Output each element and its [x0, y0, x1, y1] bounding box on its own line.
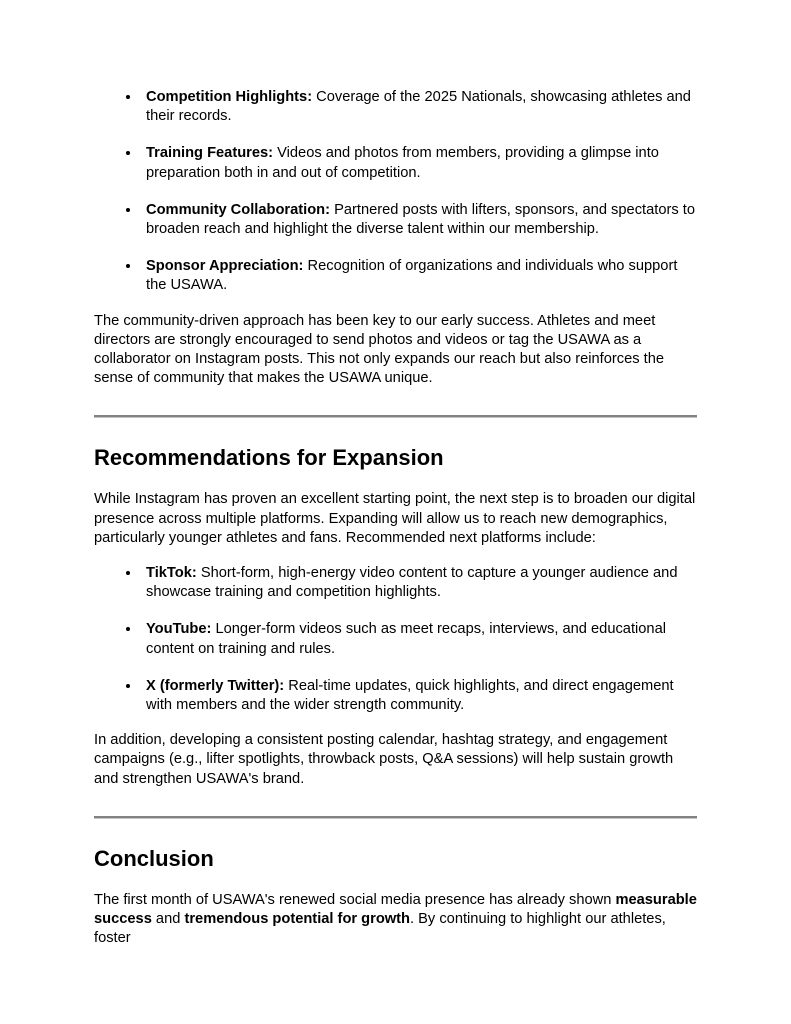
paragraph-expansion-intro: While Instagram has proven an excellent starting point, the next step is to broaden our digital presence across multiple platforms. Expanding will allow us to reach new demographics, particularly younger athletes and fans. Recommended next platforms include: [94, 491, 696, 546]
list-item [141, 144, 697, 182]
section-heading-conclusion: Conclusion [94, 845, 214, 871]
bullet-lead-bold: YouTube: [146, 621, 212, 638]
bullet-lead-bold: Training Features: [146, 145, 274, 162]
list-item [141, 201, 697, 239]
list-item [141, 564, 697, 602]
horizontal-rule [94, 415, 697, 418]
bullet-lead-bold: X (formerly Twitter): [146, 677, 285, 694]
paragraph-community-driven: The community-driven approach has been key to our early success. Athletes and meet directors are strongly encouraged to send photos and videos or tag the USAWA as a collaborator on Instagram posts. This not only expands our reach but also reinforces the sense of community that makes the USAWA unique. [94, 312, 665, 387]
bullet-body-text: Recognition of organizations and individuals who support the USAWA. [146, 258, 678, 294]
bullet-body-text: Longer-form videos such as meet recaps, interviews, and educational content on training and rules. [146, 621, 666, 657]
bullet-body-text: Coverage of the 2025 Nationals, showcasing athletes and their records. [146, 89, 691, 125]
conclusion-bold-phrase: tremendous potential for growth [184, 911, 411, 928]
list-item [141, 620, 697, 658]
bullet-body-text: Videos and photos from members, providing a glimpse into preparation both in and out of competition. [146, 145, 659, 181]
bullet-lead-bold: Sponsor Appreciation: [146, 258, 304, 275]
list-item [141, 88, 697, 126]
conclusion-text: . By continuing to highlight our athletes, foster [94, 911, 666, 947]
bullet-body-text: Real-time updates, quick highlights, and direct engagement with members and the wider strength community. [146, 677, 674, 714]
platforms-list [94, 564, 697, 715]
conclusion-text: The first month of USAWA's renewed social media presence has already shown [94, 891, 616, 908]
bullet-body-text: Short-form, high-energy video content to capture a younger audience and showcase training and competition highlights. [146, 565, 678, 601]
list-item [141, 257, 697, 295]
bullet-lead-bold: Competition Highlights: [146, 89, 313, 105]
conclusion-text: and [151, 911, 185, 928]
highlights-list [94, 88, 697, 296]
list-item [141, 677, 697, 715]
conclusion-bold-phrase: measurable success [94, 891, 697, 928]
horizontal-rule [94, 816, 697, 819]
bullet-lead-bold: TikTok: [146, 565, 197, 582]
paragraph-conclusion [94, 891, 697, 949]
bullet-body-text: Partnered posts with lifters, sponsors, and spectators to broaden reach and highlight the diverse talent within our membership. [146, 201, 695, 238]
section-heading-recommendations: Recommendations for Expansion [94, 445, 444, 471]
bullet-lead-bold: Community Collaboration: [146, 201, 331, 218]
paragraph-posting-calendar: In addition, developing a consistent posting calendar, hashtag strategy, and engagement campaigns (e.g., lifter spotlights, throwback posts, Q&A sessions) will help sustain growth and strengthen USAWA's brand. [94, 732, 674, 787]
